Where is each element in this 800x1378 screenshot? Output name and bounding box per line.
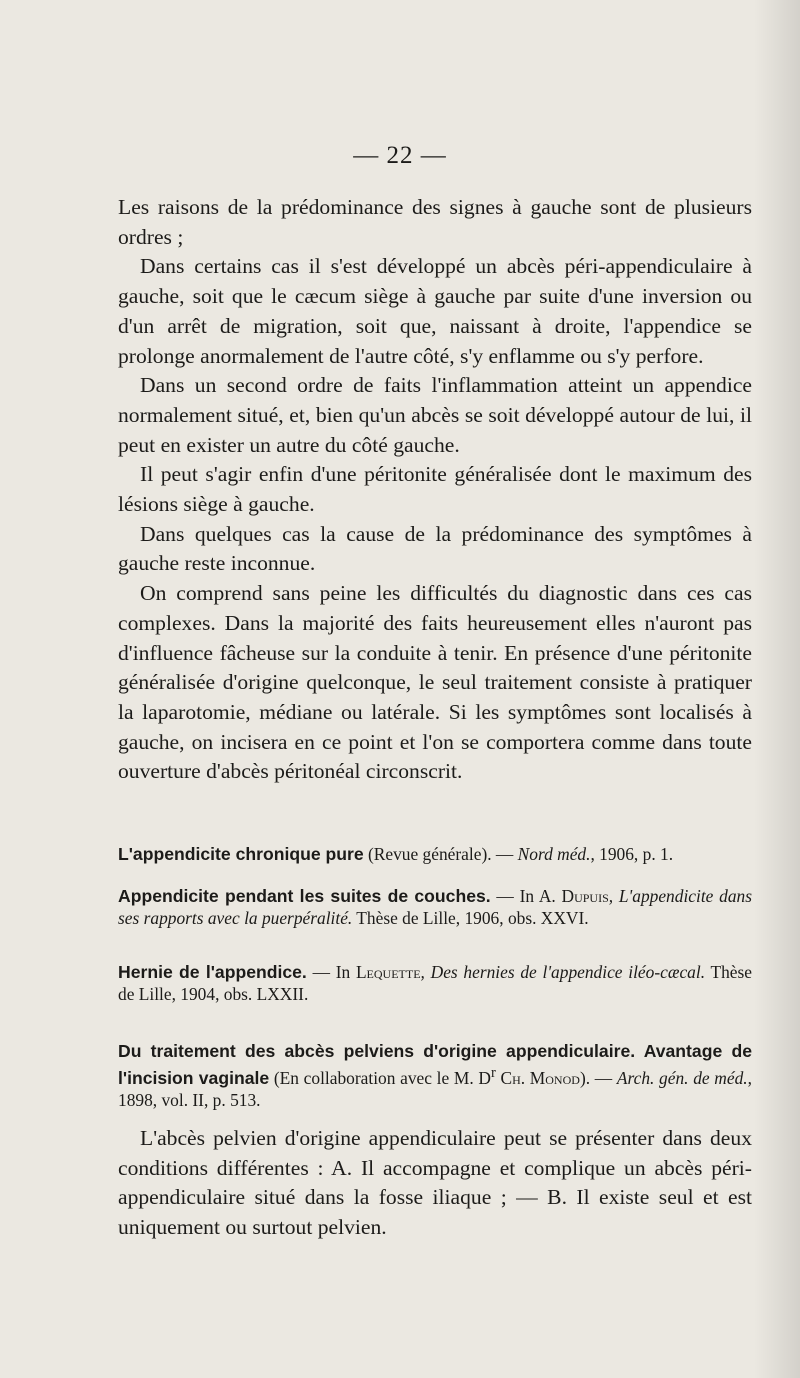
reference-sup: r	[490, 1065, 496, 1081]
paragraph: Dans quelques cas la cause de la prédominance des symptômes à gauche reste inconnue.	[118, 521, 752, 576]
reference-tail: Thèse de Lille, 1906, obs. XXVI.	[352, 908, 589, 928]
reference-title: L'appendicite chronique pure	[118, 844, 364, 864]
page-number: — 22 —	[353, 142, 447, 169]
reference-entry	[118, 843, 752, 865]
reference-title: Appendicite pendant les suites de couches.	[118, 886, 491, 906]
paragraph: Dans certains cas il s'est développé un abcès péri-appendiculaire à gauche, soit que le cæcum siège à gauche par suite d'une inversion ou d'un arrêt de migration, soit que, naissant à droite, l'appendice se prolonge anormalement de l'autre côté, s'y enflamme ou s'y perfore.	[118, 254, 752, 368]
paragraph: Il peut s'agir enfin d'une péritonite généralisée dont le maximum des lésions siège à gauche.	[118, 462, 752, 517]
reference-tail: , 1898, vol. II, p. 513.	[118, 1067, 752, 1110]
paragraph: Les raisons de la prédominance des signes à gauche sont de plusieurs ordres ;	[118, 195, 752, 249]
reference-journal: Nord méd.	[517, 844, 591, 864]
reference-author: Lequette	[355, 962, 421, 982]
reference-details: ). —	[579, 1067, 617, 1088]
reference-details: (En collaboration avec le M. D	[269, 1067, 491, 1088]
reference-work: , Des hernies de l'appendice iléo-cæcal.	[420, 962, 706, 982]
main-text-bottom	[118, 1124, 752, 1243]
reference-details: — In A.	[490, 886, 562, 906]
reference-work: , L'appendicite dans ses rapports avec la puerpéralité.	[118, 886, 752, 928]
reference-journal: Arch. gén. de méd.	[616, 1067, 748, 1088]
reference-tail: , 1906, p. 1.	[590, 844, 674, 864]
reference-author: Ch. Monod	[495, 1067, 580, 1088]
paragraph: On comprend sans peine les difficultés du diagnostic dans ces cas complexes. Dans la majorité des faits heureusement elles n'auront pas d'influence fâcheuse sur la conduite à tenir. En présence d'une péritonite généralisée d'origine quelconque, le seul traitement consiste à pratiquer la laparotomie, médiane ou latérale. Si les symptômes sont localisés à gauche, on incisera en ce point et l'on se comportera comme dans toute ouverture d'abcès péritonéal circonscrit.	[118, 581, 752, 784]
main-text-top	[118, 193, 752, 787]
reference-details: (Revue générale). —	[363, 844, 518, 864]
reference-title: Hernie de l'appendice.	[118, 962, 307, 982]
reference-entry	[118, 885, 752, 929]
reference-entry	[118, 1040, 752, 1111]
page-edge-shadow	[754, 0, 800, 1378]
reference-title: Du traitement des abcès pelviens d'origine appendiculaire. Avantage de l'incision vaginale	[118, 1041, 752, 1088]
reference-tail: Thèse de Lille, 1904, obs. LXXII.	[118, 962, 752, 1004]
reference-details: — In	[306, 962, 356, 982]
paragraph: L'abcès pelvien d'origine appendiculaire peut se présenter dans deux conditions différentes : A. Il accompagne et complique un abcès péri-appendiculaire situé dans la fosse iliaque ; — B. Il existe seul et est uniquement ou surtout pelvien.	[118, 1126, 752, 1240]
paragraph: Dans un second ordre de faits l'inflammation atteint un appendice normalement situé, et, bien qu'un abcès se soit développé autour de lui, il peut en exister un autre du côté gauche.	[118, 373, 752, 457]
reference-author: Dupuis	[561, 886, 609, 906]
reference-entry	[118, 961, 752, 1005]
